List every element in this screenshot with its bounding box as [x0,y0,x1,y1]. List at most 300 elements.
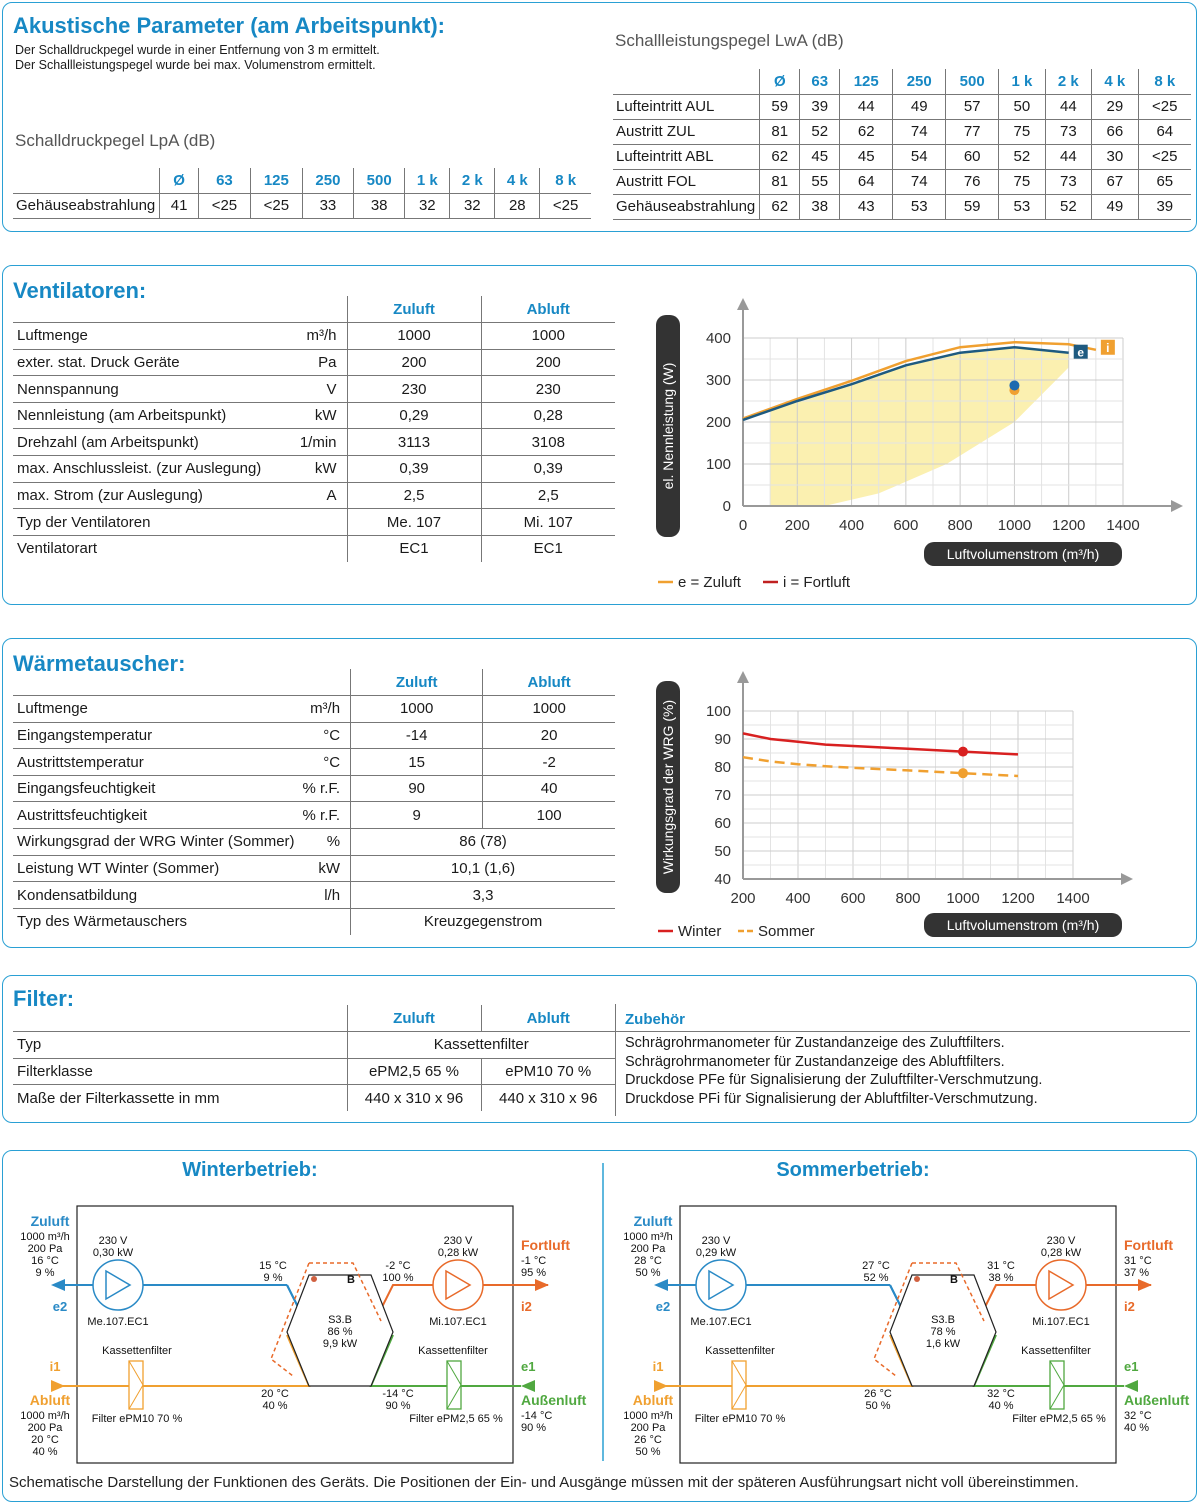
row-unit: % [299,829,351,856]
fans-title: Ventilatoren: [13,278,147,303]
svg-text:40 %: 40 % [262,1400,288,1412]
row-unit: m³/h [291,323,347,350]
hx-table [13,669,615,935]
table-row [13,829,615,856]
y-tick-label: 100 [705,456,731,473]
row-label: Ventilatorart [13,535,291,562]
table-row [13,749,615,776]
row-unit: kW [299,855,351,882]
lpa-title: Schalldruckpegel LpA (dB) [15,131,216,150]
table-row [13,855,615,882]
band-value: 44 [840,94,893,119]
band-header: Ø [760,69,800,94]
table-row [613,144,1191,169]
x-tick-label: 1000 [997,517,1032,534]
svg-text:200 Pa: 200 Pa [27,1243,63,1255]
row-label: Nennspannung [13,376,291,403]
zuluft-value: ePM2,5 65 % [347,1058,481,1085]
row-label: Kondensatbildung [13,882,299,909]
x-tick-label: 200 [730,890,756,907]
row-unit: kW [291,456,347,483]
row-unit: kW [291,402,347,429]
band-value: 59 [946,194,999,219]
band-header: 63 [800,69,840,94]
band-value: 76 [946,169,999,194]
band-value: 49 [893,94,946,119]
row-label: Lufteintritt AUL [613,94,760,119]
band-header: 2 k [450,168,495,193]
band-value: 74 [893,169,946,194]
filter-title: Filter: [13,986,75,1011]
point-fortluft [1009,380,1019,390]
band-value: 55 [800,169,840,194]
svg-text:Kassettenfilter: Kassettenfilter [1021,1345,1091,1357]
svg-text:Kassettenfilter: Kassettenfilter [418,1345,488,1357]
band-value: 67 [1092,169,1138,194]
row-value: 86 (78) [351,829,615,856]
svg-text:9,9 kW: 9,9 kW [322,1338,358,1350]
svg-text:e1: e1 [1124,1359,1139,1374]
svg-text:200 Pa: 200 Pa [630,1243,666,1255]
acoustic-title: Akustische Parameter (am Arbeitspunkt): [13,13,445,38]
fans-table [13,296,615,562]
abluft-value: EC1 [481,535,615,562]
row-value: Kassettenfilter [347,1032,615,1059]
x-tick-label: 0 [738,517,748,534]
arrow-abluft [51,1380,65,1392]
band-value: 50 [999,94,1045,119]
svg-text:1000 m³/h: 1000 m³/h [20,1231,70,1243]
table-row [13,696,615,723]
row-unit [325,1032,347,1059]
filter-section [2,975,1197,1123]
svg-text:-2 °C: -2 °C [385,1260,411,1272]
table-row [613,194,1191,219]
svg-text:38 %: 38 % [988,1272,1014,1284]
band-value: 59 [760,94,800,119]
band-header-row [613,69,1191,94]
svg-text:9 %: 9 % [35,1267,55,1279]
abluft-value: 1000 [481,323,615,350]
band-value: 73 [1045,169,1091,194]
svg-text:Filter ePM10 70 %: Filter ePM10 70 % [91,1413,183,1425]
band-value: 49 [1092,194,1138,219]
y-axis-arrow [737,298,749,310]
abluft-value: 230 [481,376,615,403]
svg-text:31 °C: 31 °C [1124,1255,1152,1267]
band-value: 75 [999,119,1045,144]
svg-text:26 °C: 26 °C [864,1388,892,1400]
header-empty [13,296,347,323]
row-label: Austritt FOL [613,169,760,194]
zuluft-value: 0,29 [347,402,481,429]
abluft-value: 100 [483,802,615,829]
zuluft-value: 200 [347,349,481,376]
row-label: Typ [13,1032,325,1059]
svg-text:230 V: 230 V [1046,1235,1076,1247]
svg-text:i: i [1106,340,1110,355]
table-row [13,802,615,829]
row-label: Typ der Ventilatoren [13,509,291,536]
filter-abluft [732,1361,746,1409]
svg-text:100 %: 100 % [382,1272,414,1284]
band-header-row [13,168,591,193]
row-label: Leistung WT Winter (Sommer) [13,855,299,882]
zuluft-value: 9 [351,802,483,829]
band-value: <25 [1138,94,1191,119]
abluft-value: 0,28 [481,402,615,429]
svg-text:9 %: 9 % [263,1272,283,1284]
row-label: Wirkungsgrad der WRG Winter (Sommer) [13,829,299,856]
y-tick-label: 400 [705,330,731,347]
zuluft-value: 1000 [347,323,481,350]
power-chart [633,266,1193,605]
svg-text:el. Nennleistung (W): el. Nennleistung (W) [660,362,676,490]
band-header-empty [613,69,760,94]
accessory-item: Schrägrohrmanometer für Zustandanzeige des Abluftfilters. [625,1053,1005,1070]
zuluft-value: -14 [351,722,483,749]
x-tick-label: 800 [895,890,921,907]
band-value: <25 [250,193,302,218]
svg-text:-14 °C: -14 °C [521,1410,553,1422]
x-tick-label: 600 [893,517,919,534]
schema-title: Sommerbetrieb: [776,1159,930,1181]
svg-text:50 %: 50 % [865,1400,891,1412]
row-unit: Pa [291,349,347,376]
band-value: 75 [999,169,1045,194]
band-value: 39 [1138,194,1191,219]
band-value: 77 [946,119,999,144]
fan-fortluft [1036,1260,1086,1310]
row-unit [291,509,347,536]
band-value: 64 [840,169,893,194]
svg-text:B: B [950,1274,958,1286]
filter-aussenluft [447,1361,461,1409]
band-header: 4 k [1092,69,1138,94]
svg-text:Filter ePM10 70 %: Filter ePM10 70 % [694,1413,786,1425]
lwa-table [613,69,1191,220]
svg-text:e1: e1 [521,1359,536,1374]
svg-text:37 %: 37 % [1124,1267,1150,1279]
acoustic-section [2,2,1197,232]
accessory-item: Schrägrohrmanometer für Zustandanzeige des Zuluftfilters. [625,1035,1005,1051]
y-tick-label: 100 [705,703,731,720]
svg-text:78 %: 78 % [930,1326,956,1338]
flow-schema [3,1151,1197,1481]
zuluft-value: 15 [351,749,483,776]
svg-text:32 °C: 32 °C [987,1388,1015,1400]
row-unit: V [291,376,347,403]
svg-text:50 %: 50 % [635,1446,661,1458]
arrow-aussenluft [1124,1380,1138,1392]
row-unit [291,535,347,562]
row-label: max. Strom (zur Auslegung) [13,482,291,509]
svg-text:90 %: 90 % [521,1422,547,1434]
band-header: 8 k [1138,69,1191,94]
table-row [613,94,1191,119]
table-row [13,535,615,562]
band-header-empty [13,168,160,193]
band-header: 250 [302,168,353,193]
arrow-abluft [654,1380,668,1392]
zuluft-value: 3113 [347,429,481,456]
fan-zuluft [93,1260,143,1310]
table-row [13,1058,615,1085]
zuluft-value: Me. 107 [347,509,481,536]
fan-zuluft [696,1260,746,1310]
band-value: <25 [540,193,591,218]
x-tick-label: 800 [947,517,973,534]
hx-section [2,638,1197,948]
table-row [13,1085,615,1112]
band-header: 250 [893,69,946,94]
row-label: Filterklasse [13,1058,325,1085]
svg-text:16 °C: 16 °C [31,1255,59,1267]
schema-winter [20,1159,586,1463]
band-value: <25 [198,193,250,218]
svg-text:i2: i2 [521,1299,532,1314]
x-axis-label [924,542,1122,566]
fan-fortluft [433,1260,483,1310]
svg-text:86 %: 86 % [327,1326,353,1338]
band-header: 8 k [540,168,591,193]
table-row [13,349,615,376]
svg-text:i1: i1 [652,1359,664,1374]
abluft-value: 440 x 310 x 96 [481,1085,615,1112]
svg-text:Abluft: Abluft [632,1392,674,1408]
row-unit: °C [299,722,351,749]
col-abluft: Abluft [483,669,615,696]
svg-text:20 °C: 20 °C [261,1388,289,1400]
point-sommer [958,768,968,778]
svg-text:0,28 kW: 0,28 kW [437,1247,479,1259]
svg-text:Me.107.EC1: Me.107.EC1 [690,1316,752,1328]
svg-text:40 %: 40 % [32,1446,58,1458]
marker-e [1074,345,1088,360]
svg-text:Außenluft: Außenluft [521,1392,587,1408]
x-tick-label: 1400 [1106,517,1140,534]
acoustic-note-1: Der Schalldruckpegel wurde in einer Entfernung von 3 m ermittelt. [15,43,380,57]
table-row [13,376,615,403]
accessory-list [625,1034,1042,1108]
band-header: 500 [354,168,405,193]
svg-text:200 Pa: 200 Pa [27,1422,63,1434]
row-label: Luftmenge [13,323,291,350]
table-row [13,429,615,456]
row-unit: % r.F. [299,775,351,802]
band-header: 500 [946,69,999,94]
marker-i [1101,340,1115,355]
arrow-aussenluft [521,1380,535,1392]
x-tick-label: 400 [785,890,811,907]
svg-text:e: e [1077,345,1085,360]
band-value: 29 [1092,94,1138,119]
x-tick-label: 600 [840,890,866,907]
svg-text:Mi.107.EC1: Mi.107.EC1 [1032,1316,1090,1328]
band-header: Ø [160,168,199,193]
row-label: Luftmenge [13,696,299,723]
table-row [13,882,615,909]
col-abluft: Abluft [481,296,615,323]
abluft-value: 3108 [481,429,615,456]
x-tick-label: 400 [839,517,865,534]
abluft-value: 1000 [483,696,615,723]
band-value: 57 [946,94,999,119]
table-row [13,722,615,749]
band-value: 52 [800,119,840,144]
svg-text:Außenluft: Außenluft [1124,1392,1190,1408]
row-unit [299,908,351,935]
schema-section [2,1150,1197,1502]
schema-summer [623,1159,1189,1463]
row-value: 10,1 (1,6) [351,855,615,882]
row-label: Typ des Wärmetauschers [13,908,299,935]
band-value: 30 [1092,144,1138,169]
table-row [613,169,1191,194]
legend-fortluft: i = Fortluft [783,574,851,591]
svg-text:230 V: 230 V [98,1235,128,1247]
table-row [613,119,1191,144]
svg-text:i2: i2 [1124,1299,1135,1314]
schema-caption: Schematische Darstellung der Funktionen des Geräts. Die Positionen der Ein- und Ausgänge müssen mit der späteren Ausführungsart nicht voll übereinstimmen. [9,1474,1079,1491]
efficiency-chart [633,639,1193,948]
band-value: 62 [840,119,893,144]
y-tick-label: 70 [714,787,731,804]
band-value: 81 [760,119,800,144]
svg-text:Filter ePM2,5 65 %: Filter ePM2,5 65 % [409,1413,503,1425]
row-label: Eingangsfeuchtigkeit [13,775,299,802]
x-axis-arrow [1121,873,1133,885]
zuluft-value: 0,39 [347,456,481,483]
col-abluft: Abluft [481,1005,615,1032]
svg-text:-1 °C: -1 °C [521,1255,547,1267]
svg-text:Zuluft: Zuluft [633,1213,673,1229]
row-label: Gehäuseabstrahlung [613,194,760,219]
abluft-value: -2 [483,749,615,776]
row-unit [325,1085,347,1112]
svg-text:90 %: 90 % [385,1400,411,1412]
header-empty [13,1005,347,1032]
abluft-value: 2,5 [481,482,615,509]
row-unit: °C [299,749,351,776]
table-row [13,323,615,350]
svg-text:B: B [347,1274,355,1286]
y-axis-label [656,681,680,893]
row-value: 3,3 [351,882,615,909]
y-axis-arrow [737,671,749,683]
svg-text:1000 m³/h: 1000 m³/h [20,1410,70,1422]
abluft-value: 40 [483,775,615,802]
svg-text:Me.107.EC1: Me.107.EC1 [87,1316,149,1328]
row-label: Maße der Filterkassette in mm [13,1085,325,1112]
y-axis-label [656,315,680,537]
y-tick-label: 200 [705,414,731,431]
y-tick-label: 0 [722,498,731,515]
band-value: 45 [800,144,840,169]
band-value: 44 [1045,144,1091,169]
row-label: max. Anschlussleist. (zur Auslegung) [13,456,291,483]
band-value: 44 [1045,94,1091,119]
svg-text:S3.B: S3.B [328,1314,352,1326]
band-value: 41 [160,193,199,218]
arrow-zuluft [654,1279,668,1291]
y-tick-label: 80 [714,759,731,776]
zuluft-value: 2,5 [347,482,481,509]
svg-text:Abluft: Abluft [29,1392,71,1408]
svg-text:40 %: 40 % [1124,1422,1150,1434]
legend-zuluft: e = Zuluft [678,574,741,591]
x-tick-label: 1200 [1001,890,1035,907]
row-unit: A [291,482,347,509]
svg-text:32 °C: 32 °C [1124,1410,1152,1422]
svg-text:1000 m³/h: 1000 m³/h [623,1231,673,1243]
hx-title: Wärmetauscher: [13,651,186,676]
band-value: 38 [354,193,405,218]
svg-text:1,6 kW: 1,6 kW [925,1338,961,1350]
row-label: Austrittstemperatur [13,749,299,776]
svg-text:26 °C: 26 °C [634,1434,662,1446]
svg-text:95 %: 95 % [521,1267,547,1279]
arrow-zuluft [51,1279,65,1291]
svg-text:Mi.107.EC1: Mi.107.EC1 [429,1316,487,1328]
legend [658,923,815,940]
col-zuluft: Zuluft [351,669,483,696]
operating-area [770,347,1069,506]
filter-table [13,1005,615,1111]
band-value: 33 [302,193,353,218]
row-unit [325,1058,347,1085]
zuluft-value: 1000 [351,696,483,723]
y-tick-label: 40 [714,871,731,888]
table-row [13,482,615,509]
band-value: 43 [840,194,893,219]
header-row [13,296,615,323]
svg-text:50 %: 50 % [635,1267,661,1279]
row-label: Austrittsfeuchtigkeit [13,802,299,829]
band-value: 39 [800,94,840,119]
table-row [13,456,615,483]
lpa-table [13,168,591,219]
zuluft-value: EC1 [347,535,481,562]
y-tick-label: 90 [714,731,731,748]
svg-text:0,30 kW: 0,30 kW [92,1247,134,1259]
band-header: 125 [840,69,893,94]
table-row [13,193,591,218]
band-value: 54 [893,144,946,169]
header-empty [13,669,351,696]
svg-text:Zuluft: Zuluft [30,1213,70,1229]
point-winter [958,747,968,757]
lwa-title: Schallleistungspegel LwA (dB) [615,31,844,50]
svg-text:e2: e2 [52,1299,68,1314]
band-value: 73 [1045,119,1091,144]
y-tick-label: 60 [714,815,731,832]
col-zuluft: Zuluft [347,296,481,323]
band-value: 81 [760,169,800,194]
arrow-fortluft [535,1279,549,1291]
abluft-value: 0,39 [481,456,615,483]
svg-text:40 %: 40 % [988,1400,1014,1412]
band-value: 53 [999,194,1045,219]
svg-text:e2: e2 [655,1299,671,1314]
band-value: 53 [893,194,946,219]
abluft-value: ePM10 70 % [481,1058,615,1085]
svg-text:230 V: 230 V [443,1235,473,1247]
band-header: 1 k [405,168,450,193]
svg-text:0,28 kW: 0,28 kW [1040,1247,1082,1259]
row-label: Nennleistung (am Arbeitspunkt) [13,402,291,429]
row-unit: 1/min [291,429,347,456]
